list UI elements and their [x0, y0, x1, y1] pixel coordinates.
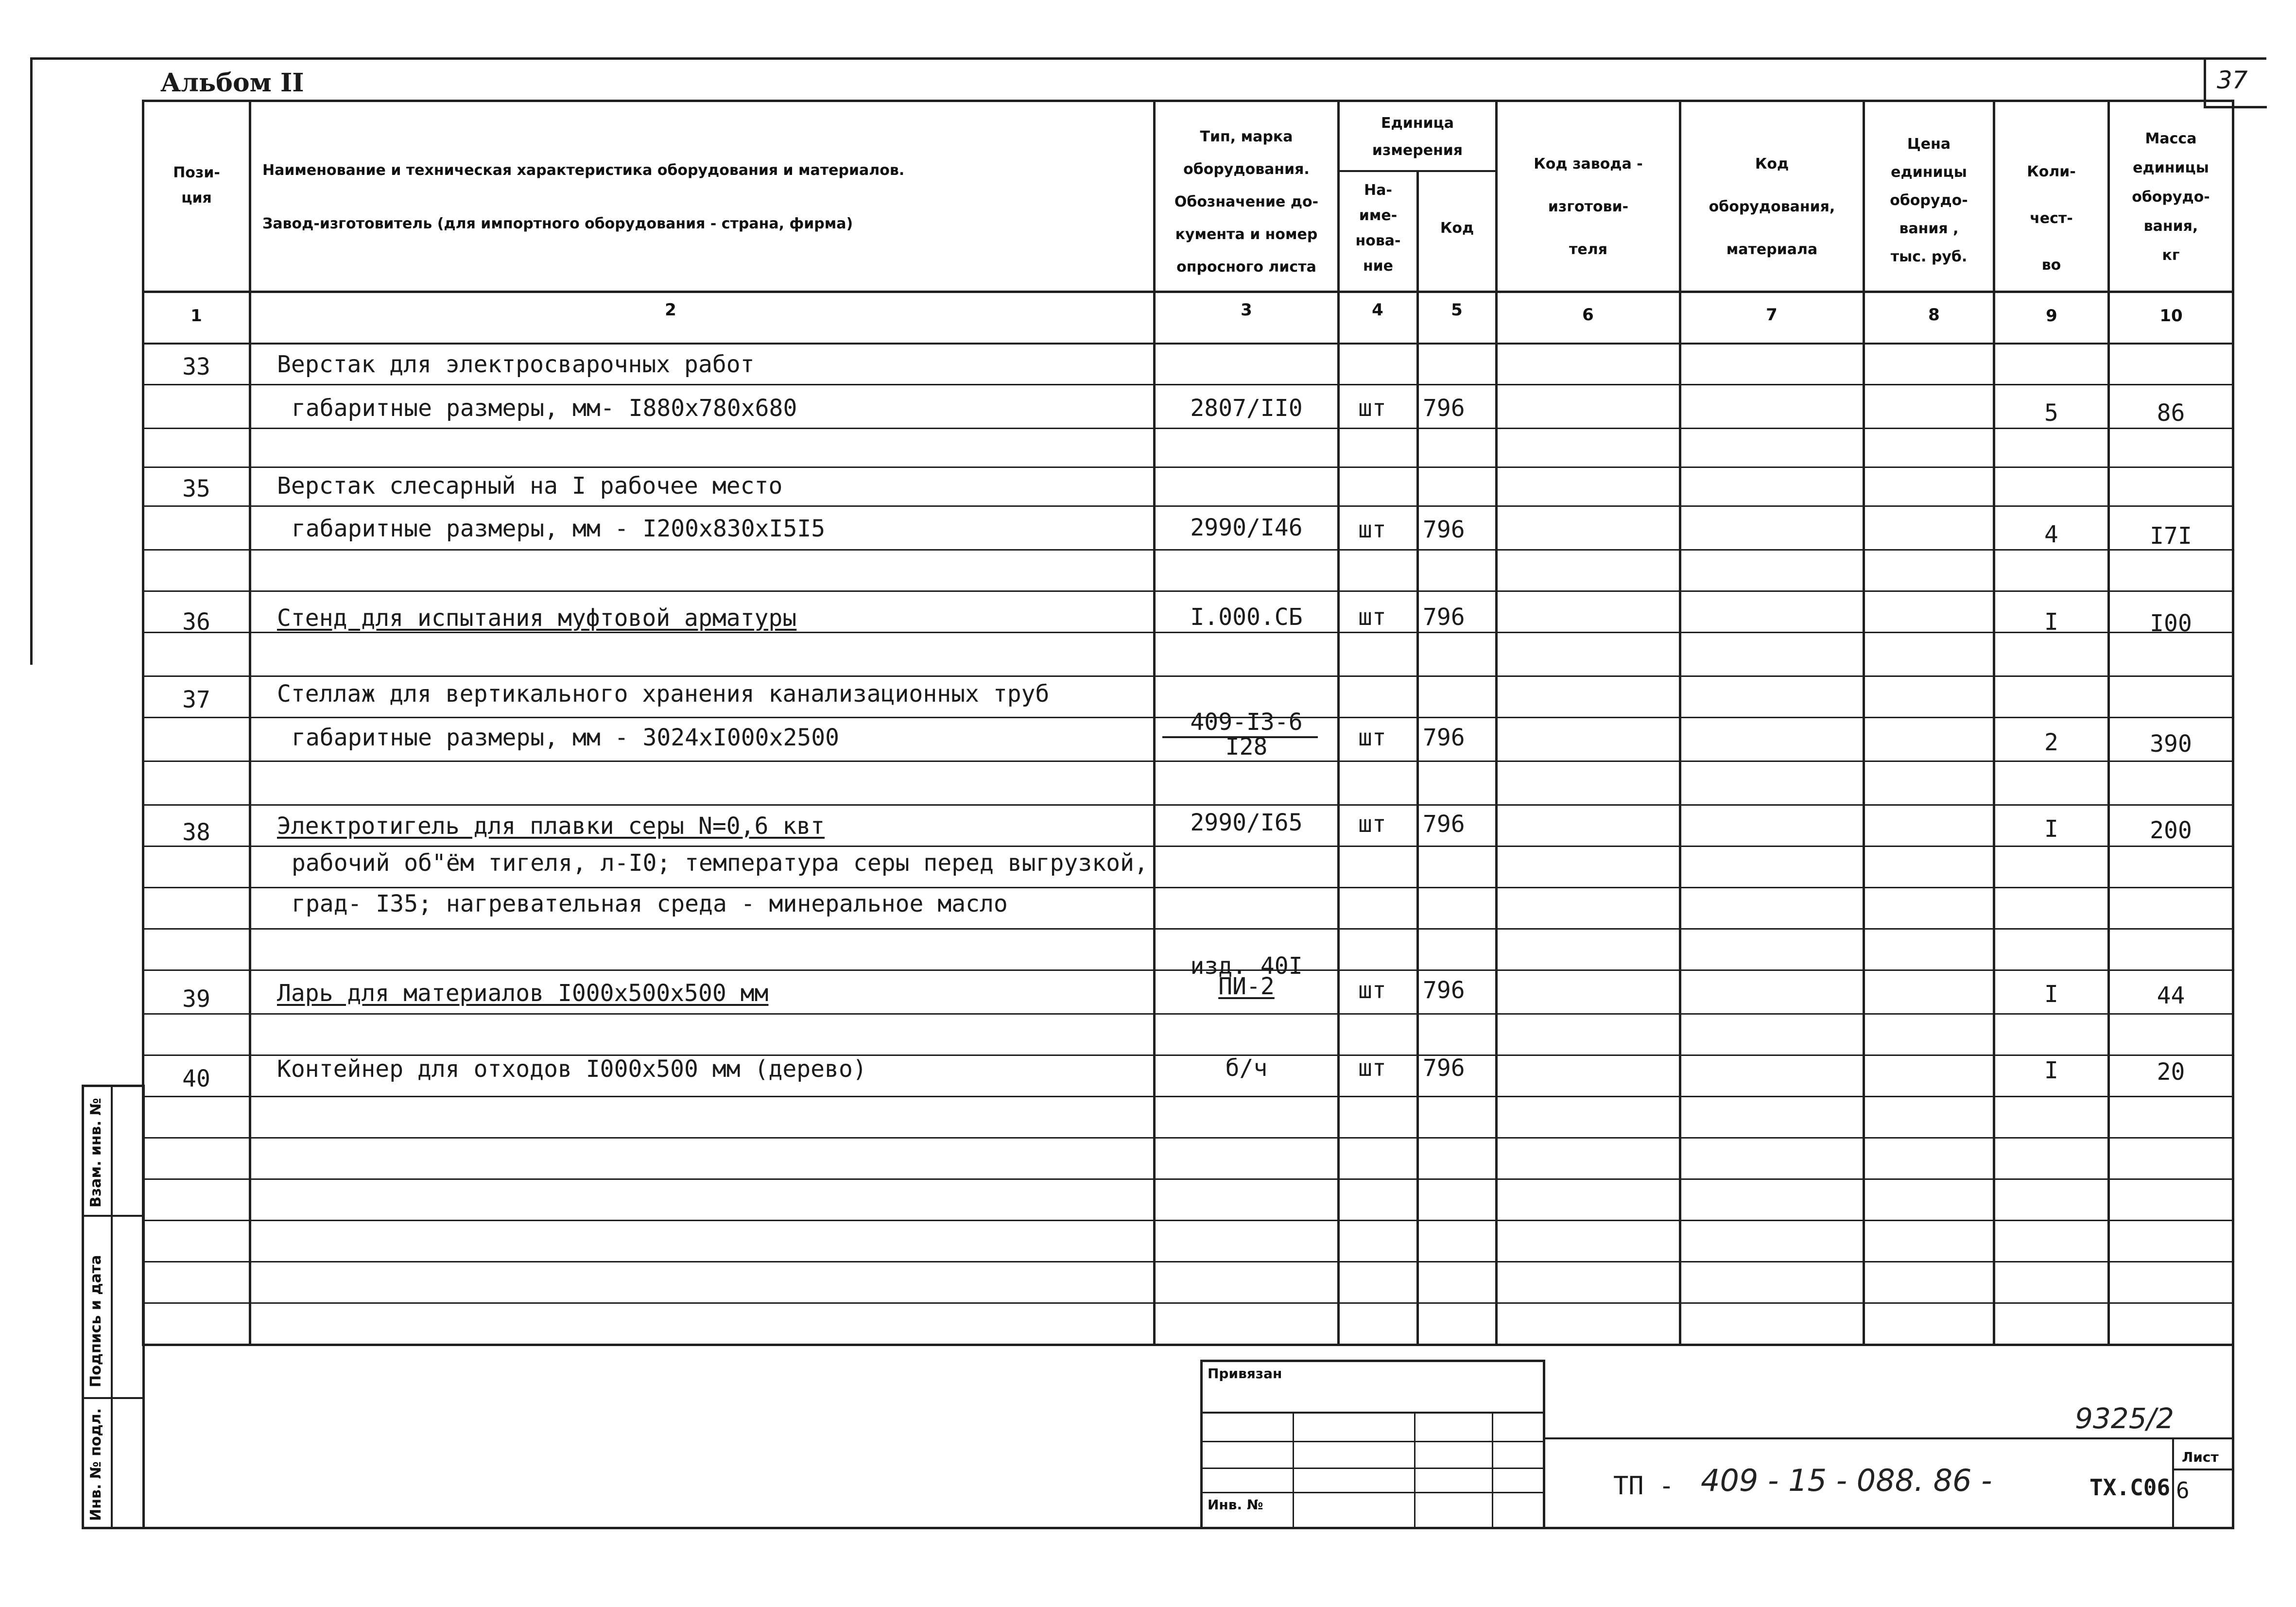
header-mass: Масса единицы оборудо- вания, кг: [2132, 130, 2210, 264]
row-40-unit: шт: [1358, 1054, 1386, 1082]
row-40-mass: 20: [2157, 1058, 2185, 1086]
approval-line: [1200, 1468, 1545, 1469]
table-bottom: [142, 1344, 2234, 1346]
col-sep-3: [1337, 100, 1340, 1345]
row-37-name: Стеллаж для вертикального хранения канализационных труб: [277, 680, 1050, 708]
approval-line: [1200, 1441, 1545, 1442]
row-36-qty: I: [2044, 608, 2058, 636]
sheet-box-divider: [2172, 1469, 2234, 1470]
header-name: Наименование и техническая характеристика оборудования и материалов. Завод-изготовитель (для импортного оборудования - страна, фирма): [262, 162, 905, 232]
row-39-pos: 39: [182, 985, 210, 1013]
row-39-type-2: ПИ-2: [1218, 973, 1275, 1000]
row-36-unit: шт: [1358, 604, 1386, 631]
row-line: [142, 846, 2234, 847]
header-factory-code: Код завода - изготови- теля: [1534, 156, 1643, 258]
row-line: [142, 1220, 2234, 1221]
row-40-name: Контейнер для отходов I000x500 мм (дерево): [277, 1055, 867, 1083]
row-line: [142, 887, 2234, 888]
table-top: [142, 100, 2234, 102]
col-number-5: 5: [1451, 300, 1463, 320]
row-33-name-2: габаритные размеры, мм- I880x780x680: [292, 395, 797, 422]
col-number-2: 2: [665, 300, 676, 320]
row-37-qty: 2: [2044, 729, 2058, 756]
row-33-code: 796: [1423, 395, 1465, 422]
row-38-pos: 38: [182, 819, 210, 846]
col-sep-6: [1679, 100, 1681, 1345]
row-40-type: б/ч: [1225, 1054, 1268, 1082]
approval-inv-label: Инв. №: [1208, 1497, 1263, 1513]
row-40-qty: I: [2044, 1057, 2058, 1084]
frame-right-lower: [2232, 1344, 2234, 1528]
row-line: [142, 384, 2234, 385]
row-line: [142, 675, 2234, 677]
header-equipment-code: Код оборудования, материала: [1709, 156, 1835, 258]
row-line: [142, 928, 2234, 930]
row-line: [142, 1302, 2234, 1304]
row-line: [142, 632, 2234, 633]
row-37-type-2: I28: [1225, 733, 1268, 760]
page-corner-number: 37: [2217, 66, 2248, 94]
row-37-pos: 37: [182, 686, 210, 713]
row-37-name-2: габаритные размеры, мм - 3024xI000x2500: [292, 724, 840, 751]
table-right: [2232, 100, 2234, 1345]
archive-number: 9325/2: [2075, 1402, 2175, 1435]
side-label-inv-orig: Инв. № подл.: [87, 1408, 104, 1521]
header-unit-code: Код: [1440, 220, 1474, 237]
row-40-code: 796: [1423, 1054, 1465, 1082]
album-label: Альбом II: [160, 68, 304, 98]
outer-frame-left: [30, 57, 33, 665]
row-line: [142, 505, 2234, 507]
row-36-pos: 36: [182, 608, 210, 636]
sheet-box-left: [2172, 1437, 2174, 1527]
side-label-replace-inv: Взам. инв. №: [87, 1098, 104, 1208]
approval-line: [1492, 1412, 1493, 1527]
table-numrow-bottom: [142, 343, 2234, 345]
row-40-pos: 40: [182, 1065, 210, 1092]
row-35-code: 796: [1423, 516, 1465, 543]
approval-privyazan-label: Привязан: [1208, 1365, 1282, 1382]
approval-line: [1200, 1412, 1545, 1414]
col-sep-4: [1416, 170, 1419, 1345]
row-line: [142, 1096, 2234, 1097]
row-36-type: I.000.СБ: [1190, 604, 1303, 631]
col-sep-1: [249, 100, 251, 1345]
row-38-name-3: град- I35; нагревательная среда - минеральное масло: [292, 890, 1008, 917]
side-strip-divider: [111, 1085, 113, 1529]
row-38-type: 2990/I65: [1190, 809, 1303, 836]
side-strip-row-line: [82, 1397, 145, 1399]
row-33-mass: 86: [2157, 399, 2185, 427]
col-number-7: 7: [1766, 305, 1778, 325]
doc-number: 409 - 15 - 088. 86 -: [1701, 1463, 1992, 1498]
table-header-bottom: [142, 291, 2234, 293]
row-38-mass: 200: [2150, 817, 2192, 844]
row-35-type: 2990/I46: [1190, 514, 1303, 541]
header-quantity: Коли- чест- во: [2027, 163, 2076, 274]
header-position: Пози- ция: [173, 164, 220, 207]
row-36-name: Стенд для испытания муфтовой арматуры: [277, 605, 797, 632]
bottom-frame: [82, 1527, 2234, 1529]
row-38-name-2: рабочий об"ём тигеля, л-I0; температура серы перед выгрузкой,: [292, 849, 1148, 877]
row-37-code: 796: [1423, 724, 1465, 751]
row-line: [142, 804, 2234, 806]
col-number-6: 6: [1582, 305, 1594, 325]
row-39-type: изд. 40I: [1190, 952, 1303, 980]
row-39-mass: 44: [2157, 982, 2185, 1009]
row-39-unit: шт: [1358, 977, 1386, 1004]
col-number-3: 3: [1241, 300, 1252, 320]
row-38-unit: шт: [1358, 811, 1386, 838]
doc-suffix: ТХ.С06: [2089, 1474, 2171, 1501]
row-line: [142, 1137, 2234, 1139]
row-line: [142, 1178, 2234, 1180]
sheet-number: 6: [2176, 1477, 2190, 1503]
row-35-name-2: габаритные размеры, мм - I200x830xI5I5: [292, 515, 826, 542]
side-label-sign-date: Подпись и дата: [87, 1255, 104, 1387]
col-sep-5: [1495, 100, 1498, 1345]
row-line: [142, 467, 2234, 468]
side-strip-row-line: [82, 1215, 145, 1217]
sheet-label: Лист: [2182, 1449, 2219, 1465]
row-38-name: Электротигель для плавки серы N=0,6 квт: [277, 812, 825, 840]
header-price: Цена единицы оборудо- вания , тыс. руб.: [1890, 136, 1968, 265]
row-33-type: 2807/II0: [1190, 395, 1303, 422]
row-38-qty: I: [2044, 815, 2058, 843]
row-35-qty: 4: [2044, 521, 2058, 548]
row-line: [142, 428, 2234, 429]
col-number-8: 8: [1928, 305, 1940, 325]
col-number-4: 4: [1372, 300, 1383, 320]
row-line: [142, 549, 2234, 551]
header-unit-name: На- име- нова- ние: [1355, 182, 1401, 275]
header-type: Тип, марка оборудования. Обозначение до- кумента и номер опросного листа: [1174, 128, 1319, 276]
col-sep-7: [1863, 100, 1865, 1345]
row-39-qty: I: [2044, 981, 2058, 1008]
col-sep-9: [2107, 100, 2110, 1345]
row-39-code: 796: [1423, 977, 1465, 1004]
approval-line: [1200, 1492, 1545, 1493]
row-35-pos: 35: [182, 475, 210, 502]
row-36-code: 796: [1423, 604, 1465, 631]
row-line: [142, 760, 2234, 762]
col-number-1: 1: [190, 306, 202, 326]
unit-group-divider: [1337, 170, 1498, 172]
row-37-mass: 390: [2150, 730, 2192, 758]
col-number-9: 9: [2046, 306, 2057, 326]
col-number-10: 10: [2159, 306, 2183, 326]
row-38-code: 796: [1423, 811, 1465, 838]
row-39-name: Ларь для материалов I000x500x500 мм: [277, 980, 769, 1007]
row-35-name: Верстак слесарный на I рабочее место: [277, 472, 783, 500]
row-33-name: Верстак для электросварочных работ: [277, 351, 755, 378]
row-35-mass: I7I: [2150, 522, 2192, 550]
outer-frame-top: [30, 57, 2266, 60]
title-block-top: [1545, 1437, 2234, 1439]
row-line: [142, 1013, 2234, 1015]
row-line: [142, 1261, 2234, 1262]
row-36-mass: I00: [2150, 610, 2192, 637]
row-33-unit: шт: [1358, 395, 1386, 422]
row-37-type: 409-I3-6: [1190, 708, 1303, 736]
doc-prefix: ТП -: [1613, 1471, 1675, 1501]
row-33-qty: 5: [2044, 399, 2058, 427]
header-unit-group: Единица измерения: [1372, 115, 1463, 159]
row-line: [142, 590, 2234, 592]
approval-line: [1293, 1412, 1294, 1527]
approval-line: [1414, 1412, 1416, 1527]
row-33-pos: 33: [182, 353, 210, 380]
row-37-unit: шт: [1358, 724, 1386, 751]
row-35-unit: шт: [1358, 516, 1386, 543]
